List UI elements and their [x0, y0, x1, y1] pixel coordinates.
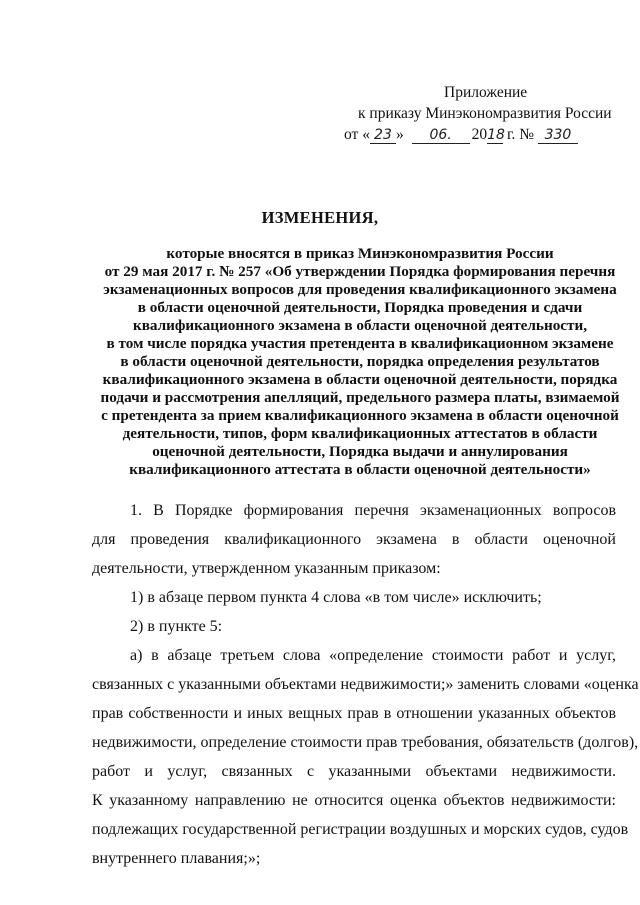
date-close-quote: » — [395, 126, 404, 143]
document-title: ИЗМЕНЕНИЯ, — [261, 208, 379, 227]
subtitle-line: в том числе порядка участия претендента в квалификационном экзамене — [106, 335, 614, 352]
body-line: работ и услуг, связанных с указанными объектами недвижимости. — [92, 763, 616, 780]
subtitle-line: экзаменационных вопросов для проведения квалификационного экзамена — [103, 281, 617, 298]
body-line: недвижимости, определение стоимости прав требования, обязательств (долгов), — [92, 734, 639, 751]
date-month-handwritten: 06. — [412, 128, 470, 144]
subtitle-line: с претендента за прием квалификационного экзамена в области оценочной — [101, 407, 619, 424]
date-prefix: от « — [344, 126, 370, 143]
order-number-handwritten: 330 — [538, 128, 578, 144]
body-line: а) в абзаце третьем слова «определение стоимости работ и услуг, — [130, 647, 616, 664]
subtitle-line: квалификационного аттестата в области оценочной деятельности» — [129, 461, 591, 478]
body-line: деятельности, утвержденном указанным приказом: — [92, 560, 441, 577]
subtitle-line: оценочной деятельности, Порядка выдачи и аннулирования — [152, 443, 568, 460]
body-line: 2) в пункте 5: — [130, 618, 223, 635]
subtitle-line: квалификационного экзамена в области оценочной деятельности, — [132, 317, 588, 334]
body-line: внутреннего плавания;»; — [92, 850, 261, 867]
date-day-handwritten: 23 — [370, 128, 396, 144]
subtitle-line: подачи и рассмотрения апелляций, предельного размера платы, взимаемой — [100, 389, 620, 406]
annex-date-number — [344, 126, 578, 144]
body-line: связанных с указанными объектами недвижимости;» заменить словами «оценка — [92, 676, 639, 693]
body-line: прав собственности и иных вещных прав в отношении указанных объектов — [92, 705, 616, 722]
order-number-label: г. № — [503, 126, 535, 143]
body-line: 1) в абзаце первом пункта 4 слова «в том числе» исключить; — [130, 589, 542, 606]
body-line: 1. В Порядке формирования перечня экзаменационных вопросов — [130, 502, 616, 519]
subtitle-line: в области оценочной деятельности, порядка определения результатов — [120, 353, 600, 370]
date-year-handwritten: 18 — [487, 127, 505, 143]
subtitle-line: в области оценочной деятельности, Порядка проведения и сдачи — [137, 299, 583, 316]
subtitle-line: от 29 мая 2017 г. № 257 «Об утверждении Порядка формирования перечня — [104, 263, 616, 280]
annex-title: Приложение — [444, 84, 528, 101]
document-subtitle — [90, 245, 630, 479]
date-year-prefix: 20 — [471, 126, 488, 143]
body-line: подлежащих государственной регистрации воздушных и морских судов, судов — [92, 821, 629, 838]
annex-order-reference: к приказу Минэкономразвития России — [358, 105, 612, 122]
subtitle-line: деятельности, типов, форм квалификационных аттестатов в области — [122, 425, 598, 442]
body-line: К указанному направлению не относится оценка объектов недвижимости: — [92, 792, 616, 809]
subtitle-line: квалификационного экзамена в области оценочной деятельности, порядка — [102, 371, 618, 388]
body-line: для проведения квалификационного экзамена в области оценочной — [92, 531, 616, 548]
subtitle-line: которые вносятся в приказ Минэкономразвития России — [166, 245, 554, 262]
